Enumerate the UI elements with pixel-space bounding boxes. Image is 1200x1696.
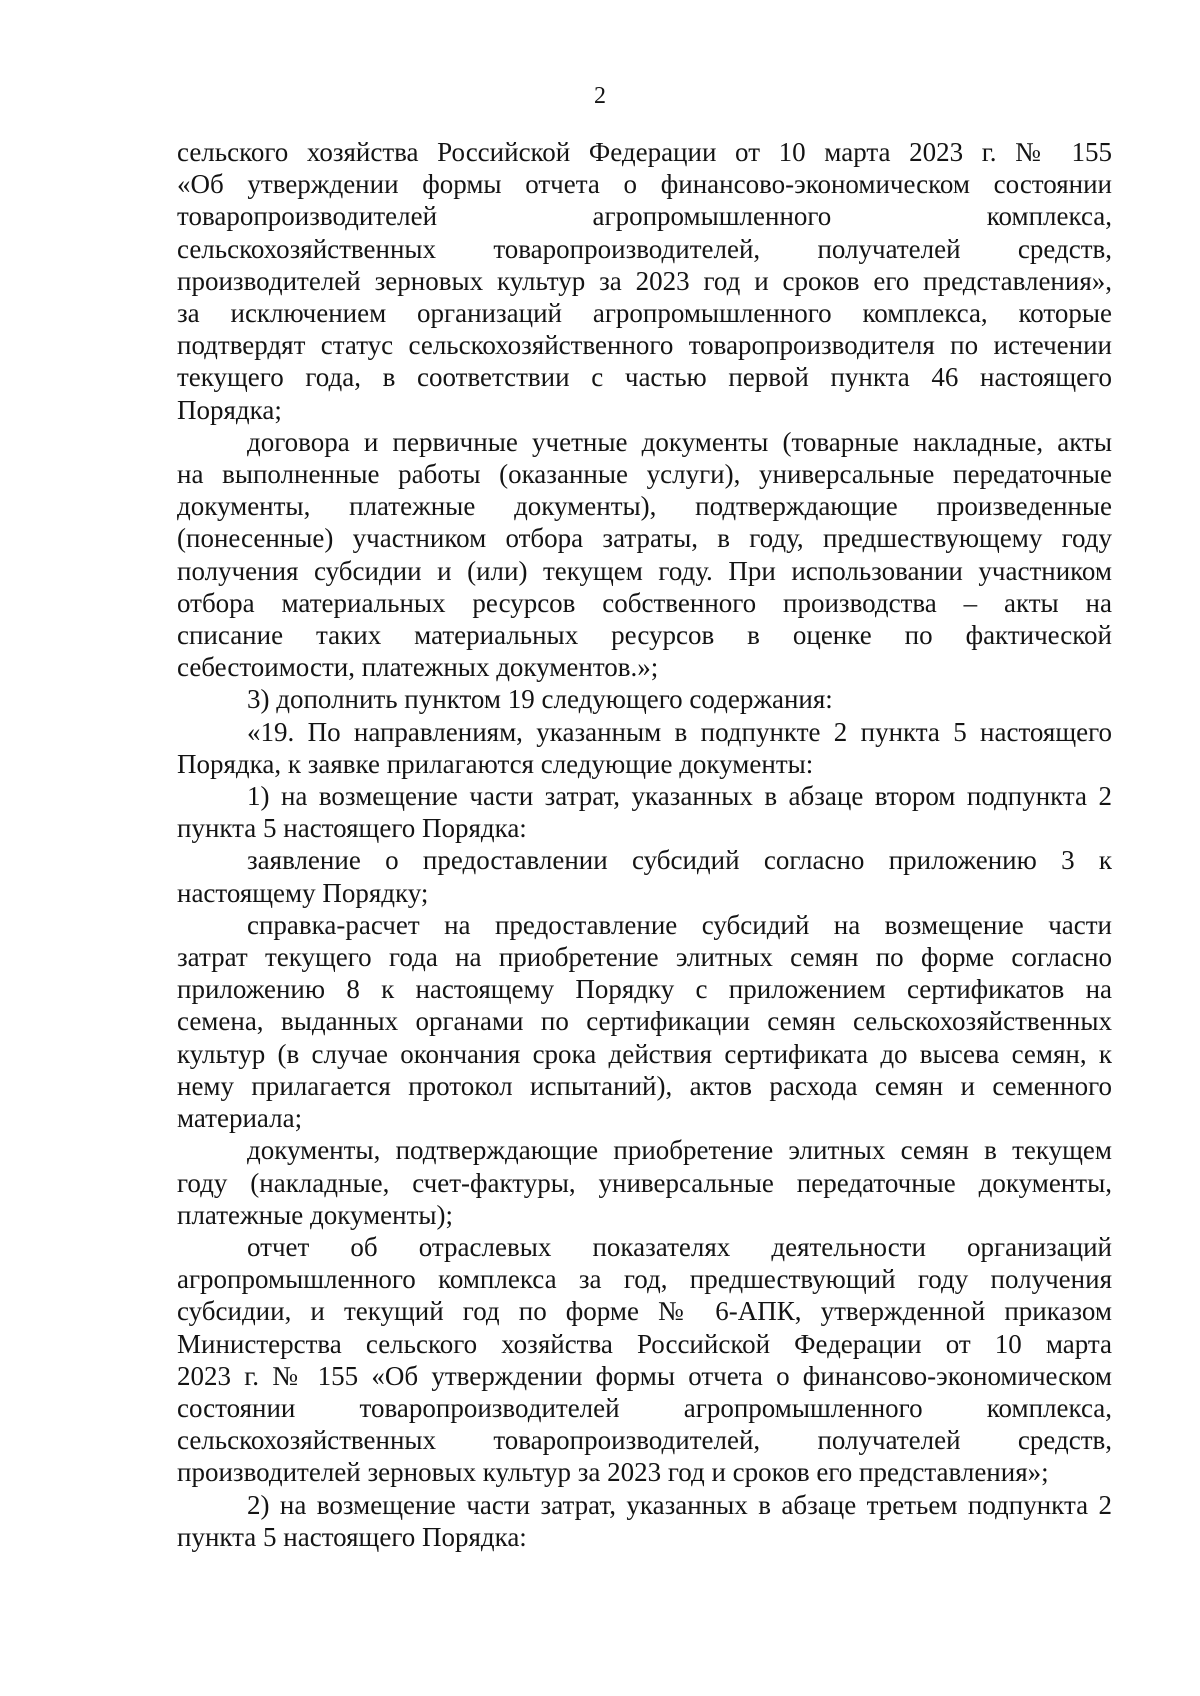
text-line: производителей зерновых культур за 2023 год и сроков его представления», xyxy=(177,265,1112,296)
text-line: Порядка, к заявке прилагаются следующие документы: xyxy=(177,748,814,779)
text-line: 2023 г. № 155 «Об утверждении формы отчета о финансово-экономическом xyxy=(177,1360,1112,1391)
paragraph xyxy=(177,1231,1112,1489)
paragraph xyxy=(177,909,1112,1134)
text-line: 3) дополнить пунктом 19 следующего содержания: xyxy=(247,684,833,715)
paragraph xyxy=(177,683,1112,715)
text-line: сельскохозяйственных товаропроизводителей, получателей средств, xyxy=(177,1425,1112,1456)
text-line: (понесенные) участником отбора затраты, в году, предшествующему году xyxy=(177,523,1112,554)
text-line: отбора материальных ресурсов собственного производства – акты на xyxy=(177,587,1112,618)
text-line: Порядка; xyxy=(177,394,282,425)
text-line: пункта 5 настоящего Порядка: xyxy=(177,1521,527,1552)
text-line: «19. По направлениям, указанным в подпункте 2 пункта 5 настоящего xyxy=(247,716,1112,747)
text-line: за исключением организаций агропромышленного комплекса, которые xyxy=(177,298,1112,329)
document-body xyxy=(177,136,1112,1553)
page-number: 2 xyxy=(594,83,606,109)
text-line: договора и первичные учетные документы (товарные накладные, акты xyxy=(247,426,1112,457)
text-line: справка-расчет на предоставление субсидий на возмещение части xyxy=(247,909,1112,940)
text-line: отчет об отраслевых показателях деятельности организаций xyxy=(247,1231,1112,1262)
text-line: заявление о предоставлении субсидий согласно приложению 3 к xyxy=(247,845,1112,876)
text-line: документы, подтверждающие приобретение элитных семян в текущем xyxy=(247,1135,1112,1166)
text-line: году (накладные, счет-фактуры, универсальные передаточные документы, xyxy=(177,1167,1112,1198)
paragraph xyxy=(177,780,1112,844)
text-line: пункта 5 настоящего Порядка: xyxy=(177,813,527,844)
text-line: Министерства сельского хозяйства Российской Федерации от 10 марта xyxy=(177,1328,1112,1359)
text-line: на выполненные работы (оказанные услуги), универсальные передаточные xyxy=(177,459,1112,490)
text-line: платежные документы); xyxy=(177,1199,454,1230)
text-line: производителей зерновых культур за 2023 год и сроков его представления»; xyxy=(177,1457,1049,1488)
paragraph xyxy=(177,716,1112,780)
paragraph xyxy=(177,844,1112,908)
text-line: нему прилагается протокол испытаний), актов расхода семян и семенного xyxy=(177,1070,1112,1101)
text-line: подтвердят статус сельскохозяйственного товаропроизводителя по истечении xyxy=(177,330,1112,361)
text-line: 1) на возмещение части затрат, указанных в абзаце втором подпункта 2 xyxy=(247,781,1112,812)
text-line: текущего года, в соответствии с частью первой пункта 46 настоящего xyxy=(177,362,1112,393)
text-line: сельского хозяйства Российской Федерации от 10 марта 2023 г. № 155 xyxy=(177,137,1112,167)
text-line: 2) на возмещение части затрат, указанных в абзаце третьем подпункта 2 xyxy=(247,1489,1112,1520)
text-line: получения субсидии и (или) текущем году. При использовании участником xyxy=(177,555,1112,586)
text-line: настоящему Порядку; xyxy=(177,877,429,908)
paragraph xyxy=(177,1134,1112,1231)
text-line: товаропроизводителей агропромышленного комплекса, xyxy=(177,201,1112,232)
text-line: списание таких материальных ресурсов в оценке по фактической xyxy=(177,620,1112,651)
paragraph xyxy=(177,136,1112,426)
text-line: семена, выданных органами по сертификации семян сельскохозяйственных xyxy=(177,1006,1112,1037)
text-line: культур (в случае окончания срока действия сертификата до высева семян, к xyxy=(177,1038,1112,1069)
text-line: приложению 8 к настоящему Порядку с приложением сертификатов на xyxy=(177,974,1112,1005)
text-line: материала; xyxy=(177,1103,303,1134)
paragraph xyxy=(177,1489,1112,1553)
text-line: себестоимости, платежных документов.»; xyxy=(177,652,659,683)
text-line: «Об утверждении формы отчета о финансово-экономическом состоянии xyxy=(177,169,1112,200)
paragraph xyxy=(177,426,1112,684)
text-line: состоянии товаропроизводителей агропромышленного комплекса, xyxy=(177,1392,1112,1423)
text-line: субсидии, и текущий год по форме № 6-АПК, утвержденной приказом xyxy=(177,1296,1112,1327)
text-line: затрат текущего года на приобретение элитных семян по форме согласно xyxy=(177,942,1112,973)
text-line: агропромышленного комплекса за год, предшествующий году получения xyxy=(177,1264,1112,1295)
text-line: сельскохозяйственных товаропроизводителей, получателей средств, xyxy=(177,233,1112,264)
text-line: документы, платежные документы), подтверждающие произведенные xyxy=(177,491,1112,522)
